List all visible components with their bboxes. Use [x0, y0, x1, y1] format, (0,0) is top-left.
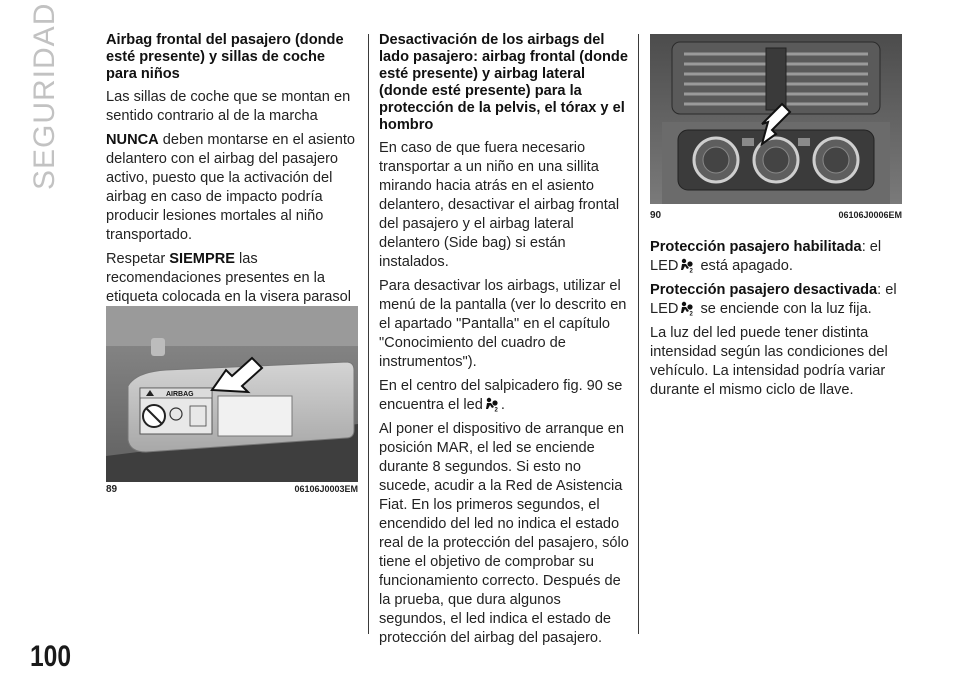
paragraph: Al poner el dispositivo de arranque en posición MAR, el led se enciende durante 8 segundos. Si esto no sucede, acudir a la Red de Asistencia Fiat. En los primeros segundos, el encendido del led no indica el estado real de la protección del pasajero, sólo tiene el objetivo de comprobar su funcionamiento correcto. Después de la prueba, que dura algunos segundos, el led indica el estado de protección del airbag del pasajero.: [379, 421, 629, 646]
section-title: SEGURIDAD: [28, 2, 61, 190]
svg-text:2: 2: [494, 407, 498, 412]
keyword: NUNCA: [106, 132, 159, 148]
airbag-label-text: AIRBAG: [166, 391, 194, 398]
airbag-off-icon: [680, 258, 694, 273]
text: : el LED: [650, 282, 897, 317]
svg-text:2: 2: [689, 268, 694, 273]
dashboard-illustration: [650, 34, 902, 204]
keyword: SIEMPRE: [169, 251, 235, 267]
keyword: Protección pasajero habilitada: [650, 239, 862, 255]
paragraph: La luz del led puede tener distinta intensidad según las condiciones del vehículo. La intensidad podría variar durante el mismo ciclo de llave.: [650, 325, 888, 398]
paragraph: Para desactivar los airbags, utilizar el menú de la pantalla (ver lo descrito en el apartado "Pantalla" en el capítulo "Conocimiento del cuadro de instrumentos").: [379, 278, 627, 370]
text: En el centro del salpicadero fig. 90 se encuentra el led: [379, 378, 623, 413]
figure-number: 89: [106, 484, 118, 495]
column-3: [650, 238, 902, 400]
sun-visor-illustration: [106, 306, 358, 482]
figure-code: 06106J0006EM: [838, 210, 902, 220]
paragraph: [379, 377, 631, 415]
figure-90-caption: [650, 210, 902, 221]
column-2: [379, 32, 631, 648]
column-divider: [368, 34, 369, 634]
keyword: Protección pasajero desactivada: [650, 282, 878, 298]
figure-89-caption: [106, 484, 358, 495]
paragraph: En caso de que fuera necesario transportar a un niño en una sillita mirando hacia atrás en el asiento delantero, desactivar el airbag frontal del pasajero y el airbag lateral delantero (Side bag) si están instalados.: [379, 140, 620, 270]
column-1: [106, 32, 358, 326]
text: está apagado.: [696, 258, 793, 274]
page-number: 100: [30, 640, 72, 673]
svg-text:2: 2: [689, 311, 694, 316]
figure-number: 90: [650, 210, 662, 221]
text: : el LED: [650, 239, 882, 274]
heading-airbag-child-seats: Airbag frontal del pasajero (donde esté presente) y sillas de coche para niños: [106, 32, 344, 82]
figure-code: 06106J0003EM: [294, 484, 358, 494]
airbag-off-icon: [680, 301, 694, 316]
paragraph: [650, 281, 902, 319]
column-divider: [638, 34, 639, 634]
figure-90-dashboard: [650, 34, 902, 204]
paragraph: [650, 238, 902, 276]
paragraph: [106, 131, 358, 245]
text: se enciende con la luz fija.: [696, 301, 872, 317]
figure-89-sun-visor: [106, 306, 358, 482]
airbag-off-icon: [485, 397, 499, 412]
text: las recomendaciones presentes en la etiqueta colocada en la visera parasol: [106, 251, 352, 305]
heading-deactivation: Desactivación de los airbags del lado pasajero: airbag frontal (donde esté presente) y airbag lateral (donde esté presente) para la protección de la pelvis, el tórax y el hombro: [379, 32, 628, 133]
text: .: [500, 397, 505, 413]
paragraph: Las sillas de coche que se montan en sentido contrario al de la marcha: [106, 89, 351, 124]
text: Respetar: [106, 251, 170, 267]
text: deben montarse en el asiento delantero con el airbag del pasajero activo, puesto que la activación del airbag en caso de impacto podría producir lesiones mortales al niño transportado.: [106, 132, 356, 243]
